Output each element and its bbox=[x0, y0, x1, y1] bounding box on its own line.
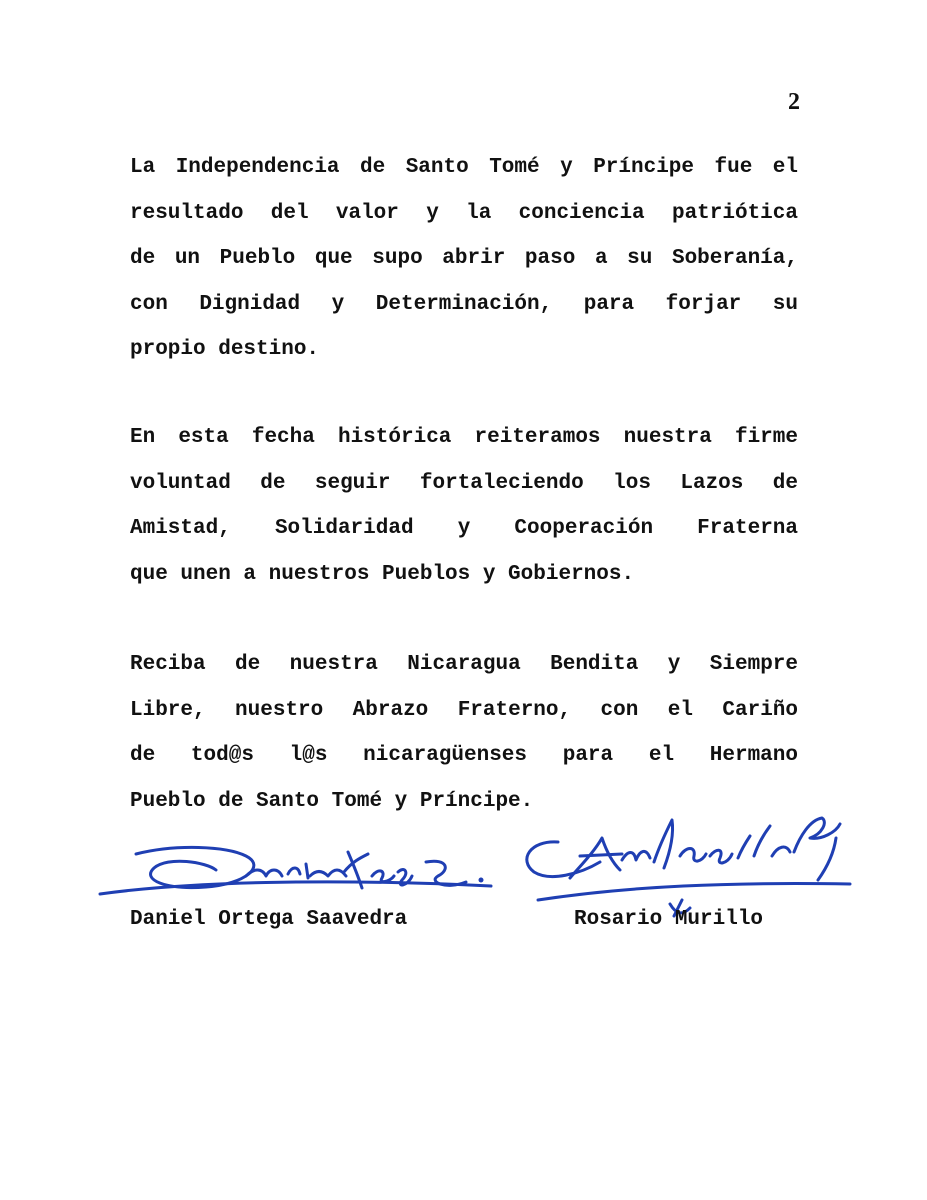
paragraph-line: Amistad, Solidaridad y Cooperación Fraterna bbox=[130, 517, 798, 540]
signature-rosario-murillo bbox=[510, 800, 855, 918]
paragraph-greeting bbox=[130, 642, 798, 824]
paragraph-line: Reciba de nuestra Nicaragua Bendita y Siempre bbox=[130, 653, 798, 676]
signer-name-left: Daniel Ortega Saavedra bbox=[130, 908, 408, 931]
paragraph-line: En esta fecha histórica reiteramos nuestra firme bbox=[130, 426, 798, 449]
paragraph-line: voluntad de seguir fortaleciendo los Lazos de bbox=[130, 471, 798, 495]
paragraph-line: con Dignidad y Determinación, para forjar su bbox=[130, 292, 798, 316]
signature-daniel-ortega bbox=[96, 832, 496, 910]
paragraph-independence bbox=[130, 145, 798, 373]
paragraph-historic-date bbox=[130, 415, 798, 597]
paragraph-line: La Independencia de Santo Tomé y Príncipe fue el bbox=[130, 156, 798, 179]
paragraph-line: que unen a nuestros Pueblos y Gobiernos. bbox=[130, 562, 635, 586]
paragraph-line: de tod@s l@s nicaragüenses para el Hermano bbox=[130, 744, 798, 767]
page-number: 2 bbox=[788, 89, 800, 115]
paragraph-line: resultado del valor y la conciencia patriótica bbox=[130, 201, 798, 225]
paragraph-line: Libre, nuestro Abrazo Fraterno, con el Cariño bbox=[130, 698, 798, 722]
paragraph-line: de un Pueblo que supo abrir paso a su Soberanía, bbox=[130, 247, 798, 270]
signer-name-right: Rosario Murillo bbox=[574, 908, 764, 931]
paragraph-line: propio destino. bbox=[130, 338, 320, 361]
paragraph-line: Pueblo de Santo Tomé y Príncipe. bbox=[130, 789, 534, 813]
